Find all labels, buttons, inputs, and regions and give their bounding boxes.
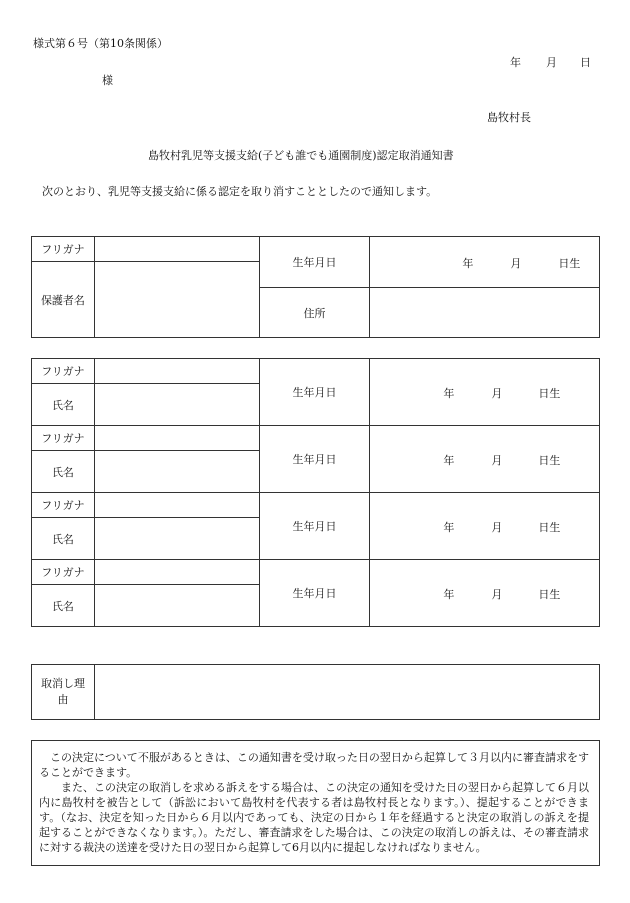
- child-dob-year: 年: [443, 521, 455, 534]
- child-name-field[interactable]: [94, 585, 259, 627]
- notice-paragraph-1: この決定について不服があるときは、この通知書を受け取った日の翌日から起算して３月以内に審査請求をすることができます。: [39, 751, 589, 779]
- child-dob-field[interactable]: [370, 493, 600, 560]
- child-dob-year: 年: [443, 387, 455, 400]
- child-dob-day: 日生: [538, 521, 561, 534]
- child-dob-day: 日生: [538, 387, 561, 400]
- child-furigana-field[interactable]: [94, 560, 259, 585]
- child-dob-month: 月: [491, 454, 503, 467]
- child-furigana-field[interactable]: [94, 359, 259, 384]
- child-furigana-label: フリガナ: [32, 560, 95, 585]
- guardian-name-field[interactable]: [94, 262, 259, 338]
- child-dob-month: 月: [491, 521, 503, 534]
- notice-paragraph-2: また、この決定の取消しを求める訴えをする場合は、この決定の通知を受けた日の翌日から起算して６月以内に島牧村を被告として（訴訟において島牧村を代表する者は島牧村長となります。）、提起することができます。（なお、決定を知った日から６月以内であっても、決定の日から１年を経過すると決定の取消しの訴えを提起することができなくなります。）。ただし、審査請求をした場合は、この決定の取消しの訴えは、その審査請求に対する裁決の送達を受けた日の翌日から起算して6月以内に提起しなければなりません。: [39, 781, 589, 854]
- child-name-field[interactable]: [94, 518, 259, 560]
- child-dob-day: 日生: [538, 454, 561, 467]
- reason-table: [31, 664, 600, 720]
- child-furigana-field[interactable]: [94, 493, 259, 518]
- child-furigana-label: フリガナ: [32, 359, 95, 384]
- guardian-address-label: 住所: [259, 288, 370, 338]
- guardian-dob-year: 年: [462, 257, 474, 270]
- issuer: 島牧村長: [487, 111, 531, 124]
- guardian-dob-field[interactable]: [370, 237, 600, 288]
- guardian-address-field[interactable]: [370, 288, 600, 338]
- document-title: 島牧村乳児等支援支給(子ども誰でも通園制度)認定取消通知書: [148, 149, 454, 162]
- child-dob-label: 生年月日: [259, 560, 370, 627]
- child-row: [32, 493, 600, 518]
- child-name-label: 氏名: [32, 384, 95, 426]
- child-dob-day: 日生: [538, 588, 561, 601]
- date-year: 年: [510, 56, 521, 69]
- child-furigana-label: フリガナ: [32, 426, 95, 451]
- guardian-dob-month: 月: [510, 257, 522, 270]
- intro-text: 次のとおり、乳児等支援支給に係る認定を取り消すこととしたので通知します。: [42, 185, 438, 198]
- child-dob-month: 月: [491, 588, 503, 601]
- child-dob-label: 生年月日: [259, 359, 370, 426]
- child-dob-label: 生年月日: [259, 426, 370, 493]
- form-id: 様式第６号（第10条関係）: [33, 37, 168, 50]
- reason-label: [32, 665, 95, 720]
- child-name-field[interactable]: [94, 384, 259, 426]
- child-dob-month: 月: [491, 387, 503, 400]
- child-name-label: 氏名: [32, 451, 95, 493]
- guardian-name-label: 保護者名: [32, 262, 95, 338]
- child-row: [32, 359, 600, 384]
- guardian-dob-day: 日生: [558, 257, 581, 270]
- recipient-suffix: 様: [102, 74, 113, 87]
- child-dob-field[interactable]: [370, 359, 600, 426]
- child-dob-year: 年: [443, 588, 455, 601]
- child-name-label: 氏名: [32, 585, 95, 627]
- reason-label-line1: 取消し理: [40, 677, 85, 690]
- guardian-table: [31, 236, 600, 338]
- guardian-furigana-label: フリガナ: [32, 237, 95, 262]
- date-month: 月: [546, 56, 557, 69]
- guardian-furigana-field[interactable]: [94, 237, 259, 262]
- date-day: 日: [580, 56, 591, 69]
- child-name-field[interactable]: [94, 451, 259, 493]
- child-table: [31, 358, 600, 627]
- child-dob-field[interactable]: [370, 560, 600, 627]
- child-dob-field[interactable]: [370, 426, 600, 493]
- child-dob-label: 生年月日: [259, 493, 370, 560]
- child-furigana-label: フリガナ: [32, 493, 95, 518]
- child-row: [32, 426, 600, 451]
- reason-label-line2: 由: [57, 693, 69, 706]
- child-row: [32, 560, 600, 585]
- guardian-dob-label: 生年月日: [259, 237, 370, 288]
- child-furigana-field[interactable]: [94, 426, 259, 451]
- child-dob-year: 年: [443, 454, 455, 467]
- child-name-label: 氏名: [32, 518, 95, 560]
- reason-field[interactable]: [94, 665, 599, 720]
